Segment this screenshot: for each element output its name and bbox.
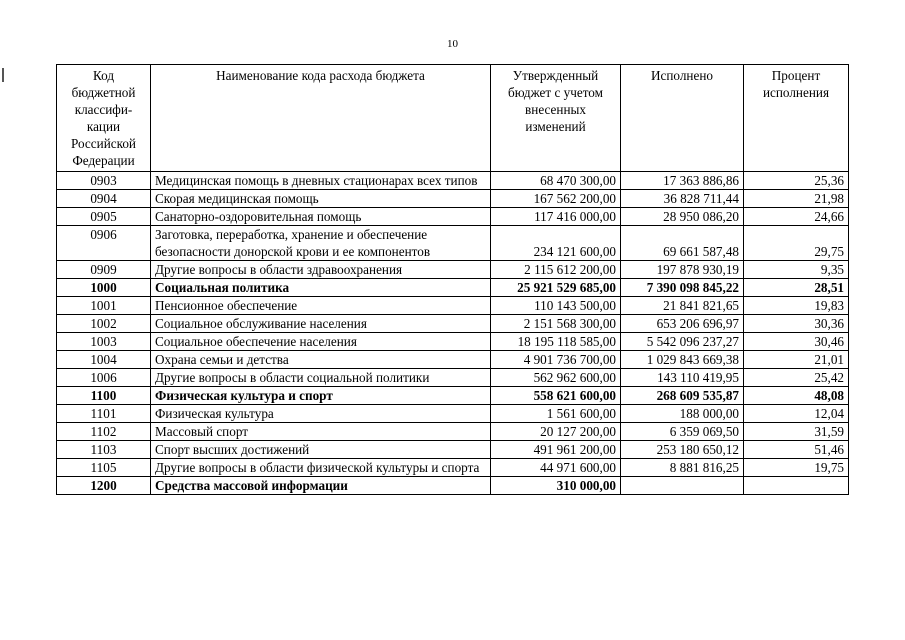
cell-name: Другие вопросы в области физической культуры и спорта: [151, 459, 491, 477]
cell-code: 0903: [57, 172, 151, 190]
table-row: [57, 477, 849, 495]
cell-name: Физическая культура: [151, 405, 491, 423]
cell-percent: 25,42: [744, 369, 849, 387]
cell-percent: 9,35: [744, 261, 849, 279]
cell-code: 1004: [57, 351, 151, 369]
cell-code: 1003: [57, 333, 151, 351]
cell-code: 1001: [57, 297, 151, 315]
cell-executed: 253 180 650,12: [621, 441, 744, 459]
cell-executed: 653 206 696,97: [621, 315, 744, 333]
table-row: [57, 369, 849, 387]
cell-name: Спорт высших достижений: [151, 441, 491, 459]
cell-approved: 234 121 600,00: [491, 226, 621, 261]
cell-approved: 310 000,00: [491, 477, 621, 495]
cell-executed: 69 661 587,48: [621, 226, 744, 261]
cell-code: 1105: [57, 459, 151, 477]
header-code: Код бюджетной классифи- кации Российской Федерации: [57, 65, 151, 172]
cell-name: Социальное обслуживание населения: [151, 315, 491, 333]
cell-name: Медицинская помощь в дневных стационарах всех типов: [151, 172, 491, 190]
cell-percent: 28,51: [744, 279, 849, 297]
table-row: [57, 441, 849, 459]
cell-approved: 562 962 600,00: [491, 369, 621, 387]
cell-executed: 8 881 816,25: [621, 459, 744, 477]
cell-name: Физическая культура и спорт: [151, 387, 491, 405]
cell-name: Заготовка, переработка, хранение и обеспечение безопасности донорской крови и ее компонентов: [151, 226, 491, 261]
cell-code: 0909: [57, 261, 151, 279]
cell-executed: 6 359 069,50: [621, 423, 744, 441]
table-row: [57, 226, 849, 261]
cell-code: 1103: [57, 441, 151, 459]
cell-executed: 28 950 086,20: [621, 208, 744, 226]
table-row: [57, 297, 849, 315]
header-executed: Исполнено: [621, 65, 744, 172]
cell-code: 0906: [57, 226, 151, 261]
header-percent: Процент исполнения: [744, 65, 849, 172]
table-row: [57, 423, 849, 441]
cell-approved: 110 143 500,00: [491, 297, 621, 315]
cell-approved: 1 561 600,00: [491, 405, 621, 423]
cell-code: 1101: [57, 405, 151, 423]
cell-approved: 167 562 200,00: [491, 190, 621, 208]
cell-name: Охрана семьи и детства: [151, 351, 491, 369]
cell-percent: 30,46: [744, 333, 849, 351]
cell-code: 0905: [57, 208, 151, 226]
cell-percent: 19,83: [744, 297, 849, 315]
cell-executed: 21 841 821,65: [621, 297, 744, 315]
cell-name: Пенсионное обеспечение: [151, 297, 491, 315]
cell-percent: 21,98: [744, 190, 849, 208]
cell-code: 1102: [57, 423, 151, 441]
cell-percent: 21,01: [744, 351, 849, 369]
cell-executed: 36 828 711,44: [621, 190, 744, 208]
cell-percent: 30,36: [744, 315, 849, 333]
cell-approved: 18 195 118 585,00: [491, 333, 621, 351]
table-row: [57, 387, 849, 405]
cell-approved: 44 971 600,00: [491, 459, 621, 477]
cell-percent: 19,75: [744, 459, 849, 477]
cell-approved: 117 416 000,00: [491, 208, 621, 226]
table-row: [57, 405, 849, 423]
margin-mark: [2, 68, 4, 82]
cell-code: 0904: [57, 190, 151, 208]
cell-executed: 7 390 098 845,22: [621, 279, 744, 297]
cell-name: Социальное обеспечение населения: [151, 333, 491, 351]
cell-code: 1100: [57, 387, 151, 405]
cell-executed: 197 878 930,19: [621, 261, 744, 279]
table-row: [57, 279, 849, 297]
cell-percent: 25,36: [744, 172, 849, 190]
cell-name: Другие вопросы в области здравоохранения: [151, 261, 491, 279]
table-row: [57, 315, 849, 333]
cell-name: Санаторно-оздоровительная помощь: [151, 208, 491, 226]
cell-name: Массовый спорт: [151, 423, 491, 441]
cell-executed: 268 609 535,87: [621, 387, 744, 405]
cell-approved: 25 921 529 685,00: [491, 279, 621, 297]
header-approved: Утвержденный бюджет с учетом внесенных изменений: [491, 65, 621, 172]
cell-code: 1200: [57, 477, 151, 495]
cell-executed: 5 542 096 237,27: [621, 333, 744, 351]
table-row: [57, 208, 849, 226]
cell-executed: 1 029 843 669,38: [621, 351, 744, 369]
cell-approved: 2 151 568 300,00: [491, 315, 621, 333]
cell-approved: 4 901 736 700,00: [491, 351, 621, 369]
cell-executed: 188 000,00: [621, 405, 744, 423]
cell-percent: [744, 477, 849, 495]
table-row: [57, 190, 849, 208]
cell-name: Социальная политика: [151, 279, 491, 297]
cell-percent: 12,04: [744, 405, 849, 423]
cell-name: Другие вопросы в области социальной политики: [151, 369, 491, 387]
cell-approved: 2 115 612 200,00: [491, 261, 621, 279]
table-row: [57, 351, 849, 369]
cell-approved: 558 621 600,00: [491, 387, 621, 405]
header-name: Наименование кода расхода бюджета: [151, 65, 491, 172]
cell-code: 1002: [57, 315, 151, 333]
cell-percent: 24,66: [744, 208, 849, 226]
table-row: [57, 261, 849, 279]
table-row: [57, 333, 849, 351]
table-header-row: [57, 65, 849, 172]
table-row: [57, 459, 849, 477]
cell-executed: [621, 477, 744, 495]
cell-code: 1000: [57, 279, 151, 297]
cell-executed: 143 110 419,95: [621, 369, 744, 387]
cell-approved: 491 961 200,00: [491, 441, 621, 459]
table-row: [57, 172, 849, 190]
cell-percent: 48,08: [744, 387, 849, 405]
cell-percent: 31,59: [744, 423, 849, 441]
cell-name: Средства массовой информации: [151, 477, 491, 495]
cell-percent: 51,46: [744, 441, 849, 459]
budget-table: [56, 64, 849, 495]
page-number: 10: [447, 38, 458, 50]
cell-approved: 20 127 200,00: [491, 423, 621, 441]
cell-code: 1006: [57, 369, 151, 387]
cell-percent: 29,75: [744, 226, 849, 261]
cell-name: Скорая медицинская помощь: [151, 190, 491, 208]
cell-executed: 17 363 886,86: [621, 172, 744, 190]
cell-approved: 68 470 300,00: [491, 172, 621, 190]
